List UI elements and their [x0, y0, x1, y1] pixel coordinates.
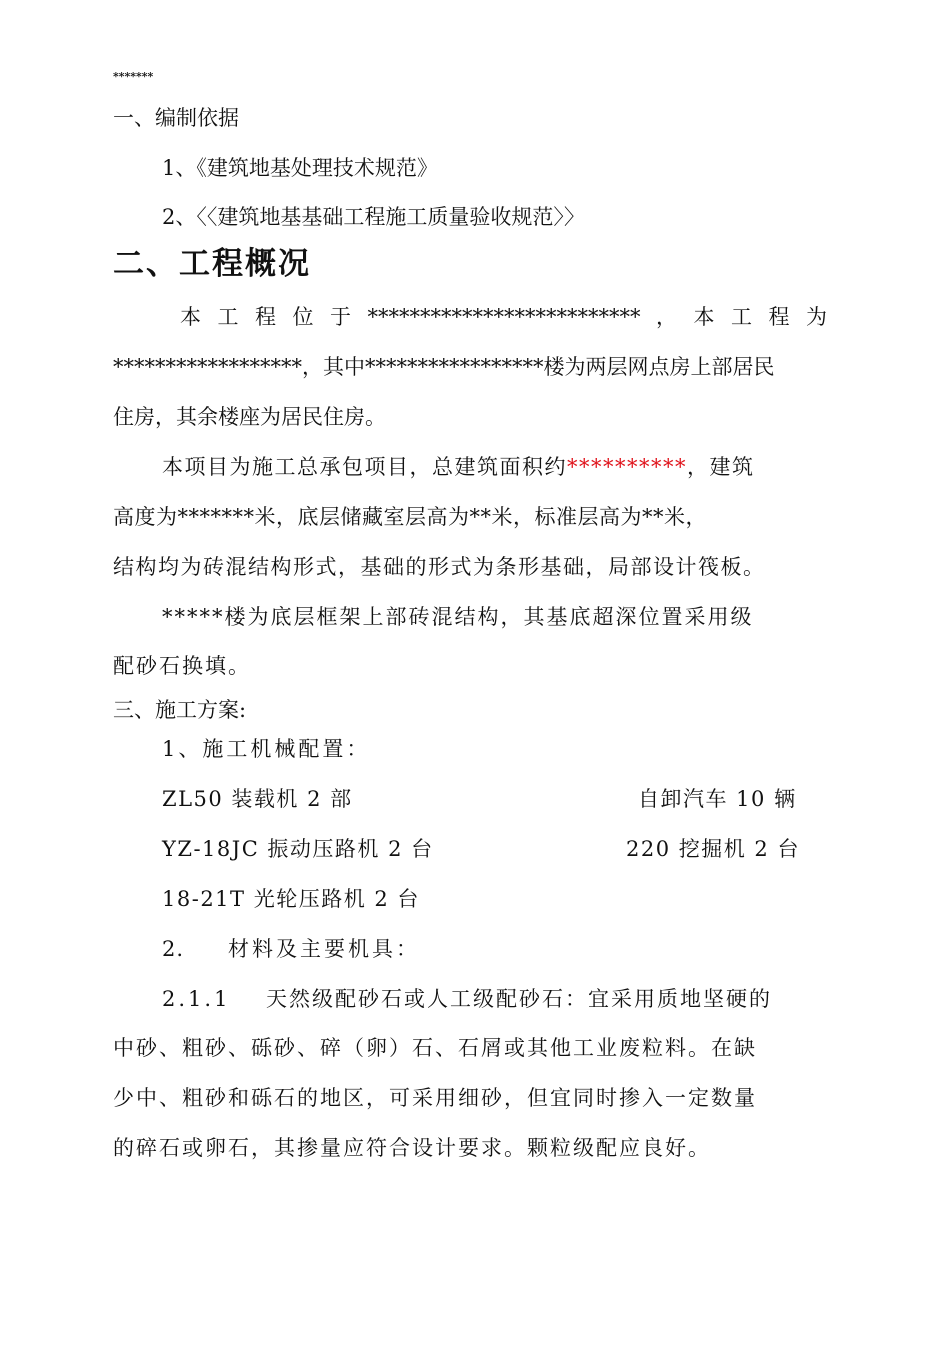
text-run: 工 — [217, 305, 240, 329]
text-run: 本项目为施工总承包项目，总建筑面积约 — [162, 455, 567, 479]
materials-title: 材料及主要机具： — [228, 937, 420, 961]
highlighted-area-value: ********** — [567, 455, 687, 479]
text-run: 本 — [693, 305, 716, 329]
text-run: 位 — [292, 305, 315, 329]
reference-2: 2、〈〈建筑地基基础工程施工质量验收规范〉〉 — [162, 205, 585, 229]
item-number: 2.1.1 — [162, 987, 231, 1011]
materials-number: 2. — [162, 937, 185, 961]
text-run: 程 — [768, 305, 791, 329]
materials-line1: 天然级配砂石或人工级配砂石：宜采用质地坚硬的 — [266, 987, 772, 1011]
text-run: 于 — [330, 305, 352, 329]
machinery-title: 1、施工机械配置： — [162, 737, 371, 761]
section1-title: 一、编制依据 — [113, 106, 239, 130]
text-run: ，建筑 — [687, 455, 755, 479]
machine-item: 自卸汽车 10 辆 — [638, 787, 797, 811]
overview-p3-line1: *****楼为底层框架上部砖混结构，其基底超深位置采用级 — [162, 605, 754, 629]
overview-p2-line1 — [162, 453, 755, 481]
overview-p2-line3: 结构均为砖混结构形式，基础的形式为条形基础，局部设计筏板。 — [113, 555, 766, 579]
text-run: 本 — [180, 305, 202, 329]
overview-p1-line2: ******************，其中*****************楼为两层网点房上部居民 — [113, 355, 775, 379]
text-run: ************************** — [367, 305, 641, 329]
overview-p1-line1 — [180, 303, 828, 331]
machine-item: 18-21T 光轮压路机 2 台 — [162, 887, 420, 911]
materials-line2: 中砂、粗砂、砾砂、碎（卵）石、石屑或其他工业废粒料。在缺 — [113, 1036, 757, 1060]
machine-item: YZ-18JC 振动压路机 2 台 — [162, 837, 434, 861]
header-mark: ******* — [113, 70, 154, 83]
machine-item: 220 挖掘机 2 台 — [626, 837, 800, 861]
text-run: 工 — [731, 305, 753, 329]
overview-p3-line2: 配砂石换填。 — [113, 654, 251, 678]
section2-title: 二、工程概况 — [113, 246, 311, 282]
materials-line3: 少中、粗砂和砾石的地区，可采用细砂，但宜同时掺入一定数量 — [113, 1086, 757, 1110]
materials-line4: 的碎石或卵石，其掺量应符合设计要求。颗粒级配应良好。 — [113, 1136, 711, 1160]
overview-p1-line3: 住房，其余楼座为居民住房。 — [113, 405, 386, 429]
reference-1: 1、《建筑地基处理技术规范》 — [162, 156, 438, 180]
machine-item: ZL50 装载机 2 部 — [162, 787, 353, 811]
text-run: 程 — [255, 305, 277, 329]
text-run: ， — [656, 305, 678, 329]
text-run: 为 — [806, 305, 828, 329]
overview-p2-line2: 高度为*******米，底层储藏室层高为**米，标准层高为**米， — [113, 505, 707, 529]
section3-title: 三、施工方案: — [113, 698, 247, 722]
